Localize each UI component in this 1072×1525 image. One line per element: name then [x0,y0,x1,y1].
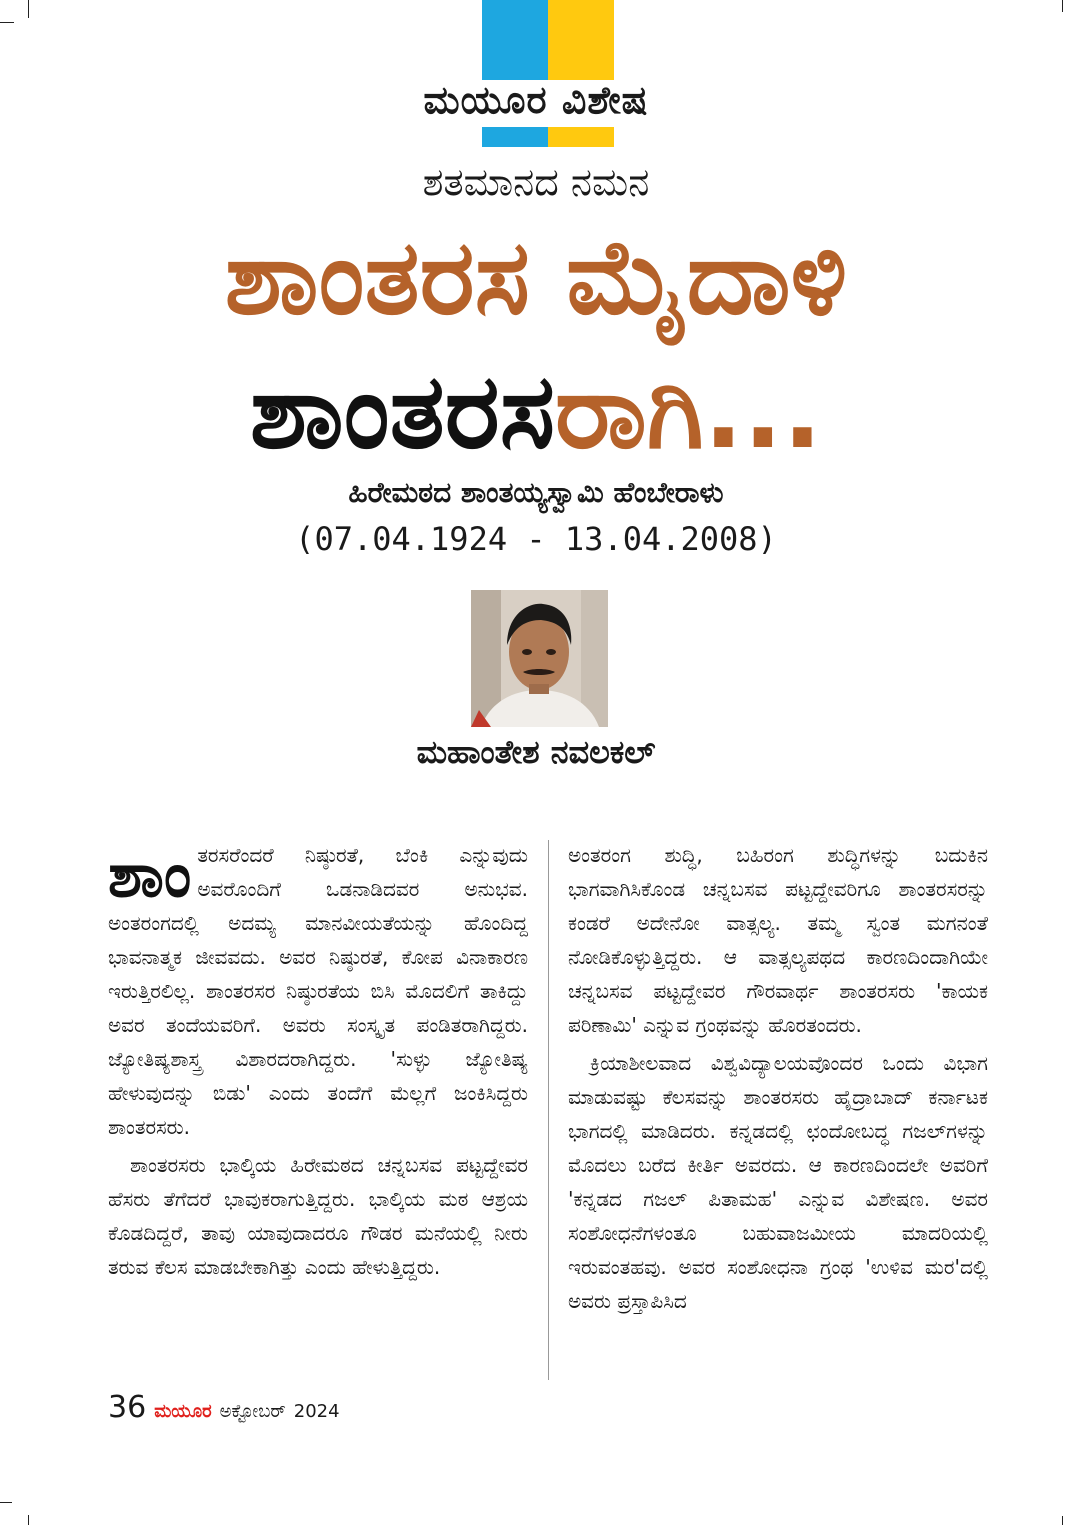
paragraph: ಅಂತರಂಗ ಶುದ್ಧಿ, ಬಹಿರಂಗ ಶುದ್ಧಿಗಳನ್ನು ಬದುಕಿನ ಭಾಗವಾಗಿಸಿಕೊಂಡ ಚನ್ನಬಸವ ಪಟ್ಟದ್ದೇವರಿಗೂ ಶಾಂತರಸರನ್ನು ಕಂಡರೆ ಅದೇನೋ ವಾತ್ಸಲ್ಯ. ತಮ್ಮ ಸ್ವಂತ ಮಗನಂತೆ ನೋಡಿಕೊಳ್ಳುತ್ತಿದ್ದರು. ಆ ವಾತ್ಸಲ್ಯಪಥದ ಕಾರಣದಿಂದಾಗಿಯೇ ಚನ್ನಬಸವ ಪಟ್ಟದ್ದೇವರ ಗೌರವಾರ್ಥ ಶಾಂತರಸರು 'ಕಾಯಕ ಪರಿಣಾಮಿ' ಎನ್ನುವ ಗ್ರಂಥವನ್ನು ಹೊರತಂದರು. [568,843,988,1037]
yellow-block [548,127,614,147]
section-label: ಮಯೂರ ವಿಶೇಷ [423,78,649,122]
headline-line-1: ಶಾಂತರಸ ಮೈದಾಳಿ [224,216,848,338]
kicker: ಶತಮಾನದ ನಮನ [422,160,650,204]
headline-line-2 [0,346,1072,476]
blue-block [482,0,548,80]
section-header-bottom-blocks [482,127,614,147]
column-divider [548,840,549,1380]
article-column-right [568,838,988,1322]
author-byline: ಮಹಾಂತೇಶ ನವಲಕಲ್ [416,733,656,771]
crop-mark [0,1502,12,1503]
headline-line-2-accent: ರಾಗಿ... [555,350,823,472]
crop-mark [0,22,14,23]
magazine-logo: ಮಯೂರ [154,1401,212,1422]
issue-year: 2024 [293,1401,340,1422]
drop-cap: ಶಾಂ [108,838,192,911]
crop-mark [1062,0,1063,12]
paragraph [108,838,528,1144]
paragraph: ಶಾಂತರಸರು ಭಾಲ್ಕಿಯ ಹಿರೇಮಠದ ಚನ್ನಬಸವ ಪಟ್ಟದ್ದೇವರ ಹೆಸರು ತೆಗೆದರೆ ಭಾವುಕರಾಗುತ್ತಿದ್ದರು. ಭಾಲ್ಕಿಯ ಮಠ ಆಶ್ರಯ ಕೊಡದಿದ್ದರೆ, ತಾವು ಯಾವುದಾದರೂ ಗೌಡರ ಮನೆಯಲ್ಲಿ ನೀರು ತರುವ ಕೆಲಸ ಮಾಡಬೇಕಾಗಿತ್ತು ಎಂದು ಹೇಳುತ್ತಿದ್ದರು. [108,1153,528,1279]
headline-line-2-dark: ಶಾಂತರಸ [249,350,555,472]
section-header-top-blocks [482,0,614,80]
page-number: 36 [108,1390,147,1425]
blue-block [482,127,548,147]
subject-dates: (07.04.1924 - 13.04.2008) [295,520,777,558]
yellow-block [548,0,614,80]
issue-month: ಅಕ್ಟೋಬರ್ [219,1401,286,1422]
article-column-left [108,838,528,1288]
author-portrait-icon [471,590,608,727]
author-photo [471,590,608,727]
page-footer [108,1390,340,1425]
paragraph-text: ತರಸರೆಂದರೆ ನಿಷ್ಠುರತೆ, ಬೆಂಕಿ ಎನ್ನುವುದು ಅವರೊಂದಿಗೆ ಒಡನಾಡಿದವರ ಅನುಭವ. ಅಂತರಂಗದಲ್ಲಿ ಅದಮ್ಯ ಮಾನವೀಯತೆಯನ್ನು ಹೊಂದಿದ್ದ ಭಾವನಾತ್ಮಕ ಜೀವವದು. ಅವರ ನಿಷ್ಠುರತೆ, ಕೋಪ ವಿನಾಕಾರಣ ಇರುತ್ತಿರಲಿಲ್ಲ. ಶಾಂತರಸರ ನಿಷ್ಠುರತೆಯ ಬಿಸಿ ಮೊದಲಿಗೆ ತಾಕಿದ್ದು ಅವರ ತಂದೆಯವರಿಗೆ. ಅವರು ಸಂಸ್ಕೃತ ಪಂಡಿತರಾಗಿದ್ದರು. ಜ್ಯೋತಿಷ್ಯಶಾಸ್ತ್ರ ವಿಶಾರದರಾಗಿದ್ದರು. 'ಸುಳ್ಳು ಜ್ಯೋತಿಷ್ಯ ಹೇಳುವುದನ್ನು ಬಿಡು' ಎಂದು ತಂದೆಗೆ ಮೆಲ್ಲಗೆ ಜಂಕಿಸಿದ್ದರು ಶಾಂತರಸರು. [108,843,528,1139]
crop-mark [28,0,29,18]
paragraph: ಕ್ರಿಯಾಶೀಲವಾದ ವಿಶ್ವವಿದ್ಯಾಲಯವೊಂದರ ಒಂದು ವಿಭಾಗ ಮಾಡುವಷ್ಟು ಕೆಲಸವನ್ನು ಶಾಂತರಸರು ಹೈದ್ರಾಬಾದ್ ಕರ್ನಾಟಕ ಭಾಗದಲ್ಲಿ ಮಾಡಿದರು. ಕನ್ನಡದಲ್ಲಿ ಛಂದೋಬದ್ಧ ಗಜಲ್‌ಗಳನ್ನು ಮೊದಲು ಬರೆದ ಕೀರ್ತಿ ಅವರದು. ಆ ಕಾರಣದಿಂದಲೇ ಅವರಿಗೆ 'ಕನ್ನಡದ ಗಜಲ್ ಪಿತಾಮಹ' ಎನ್ನುವ ವಿಶೇಷಣ. ಅವರ ಸಂಶೋಧನೆಗಳಂತೂ ಬಹುವಾಜಮೀಯ ಮಾದರಿಯಲ್ಲಿ ಇರುವಂತಹವು. ಅವರ ಸಂಶೋಧನಾ ಗ್ರಂಥ 'ಉಳಿವ ಮರ'ದಲ್ಲಿ ಅವರು ಪ್ರಸ್ತಾಪಿಸಿದ [568,1051,988,1313]
crop-mark [28,1515,29,1525]
crop-mark [1062,1516,1063,1525]
subject-name: ಹಿರೇಮಠದ ಶಾಂತಯ್ಯಸ್ವಾಮಿ ಹೆಂಬೇರಾಳು [348,476,724,509]
